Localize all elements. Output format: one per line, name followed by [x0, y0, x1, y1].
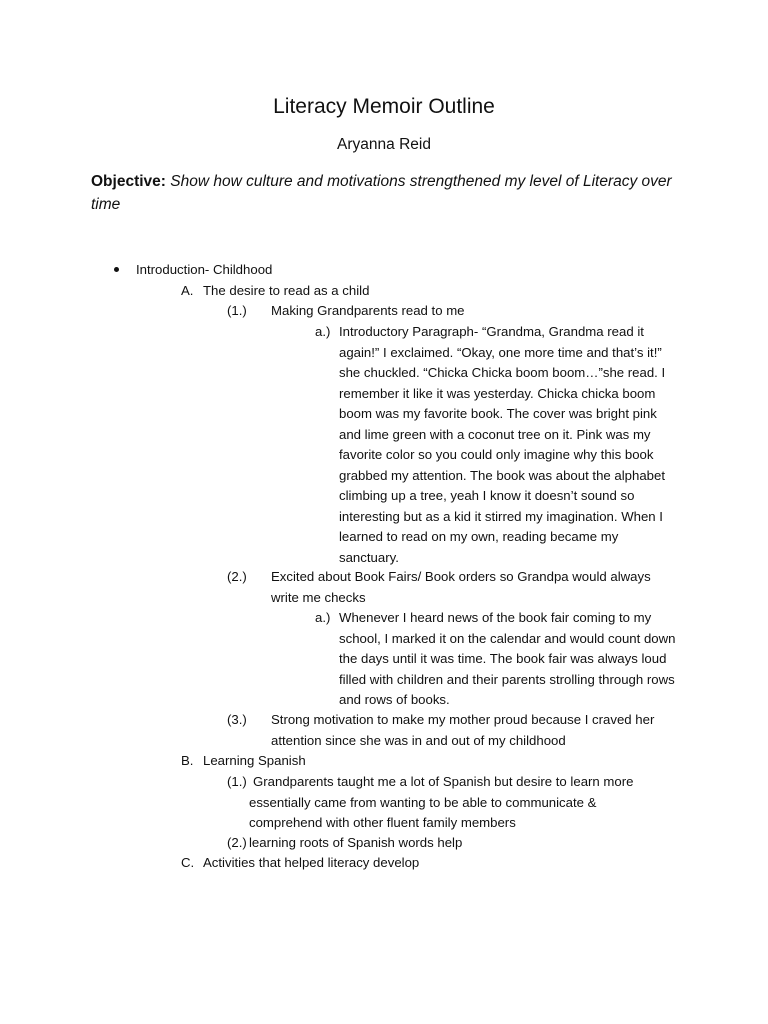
introductory-paragraph: Introductory Paragraph- “Grandma, Grandma read it again!” I exclaimed. “Okay, one more time and that’s it!” she chuckled. “Chicka Chicka boom boom…”she read. I remember it like it was yesterday. Chicka chicka boom boom was my favorite book. The cover was bright pink and lime green with a coconut tree on it. Pink was my favorite color so you could only imagine why this book grabbed my attention. The book was about the alphabet climbing up a tree, yeah I know it doesn’t sound so interesting but as a kid it stirred my imagination. When I learned to read on my own, reading became my sanctuary.	[339, 324, 666, 565]
bullet-icon	[114, 267, 119, 272]
outline-marker-c: C.	[181, 855, 195, 870]
book-fair-paragraph: Whenever I heard news of the book fair coming to my school, I marked it on the calendar and would count down the days until it was time. The book fair was always loud filled with children and their parents strolling through rows and rows of books.	[339, 610, 676, 707]
author-name: Aryanna Reid	[337, 136, 431, 153]
outline-marker-a1: (1.)	[227, 303, 247, 318]
outline-marker-b: B.	[181, 753, 194, 768]
objective-text: Show how culture and motivations strengthened my level of Literacy over time	[91, 173, 672, 213]
outline-item-b: Learning Spanish	[203, 753, 306, 768]
objective-label: Objective:	[91, 173, 166, 190]
outline-marker-a2: (2.)	[227, 569, 247, 584]
outline-item-c: Activities that helped literacy develop	[203, 855, 420, 870]
outline-marker-b2: (2.)	[227, 835, 247, 850]
outline-marker-a: A.	[181, 283, 194, 298]
objective-statement	[91, 170, 691, 216]
outline-item-a1: Making Grandparents read to me	[271, 303, 465, 318]
document-title: Literacy Memoir Outline	[273, 95, 495, 118]
outline-item-b1: Grandparents taught me a lot of Spanish but desire to learn more essentially came from wanting to be able to communicate & comprehend with other fluent family members	[249, 774, 634, 830]
outline-marker-b1: (1.)	[227, 774, 247, 789]
outline-item-a: The desire to read as a child	[203, 283, 370, 298]
outline-marker-a1a: a.)	[315, 324, 331, 339]
outline-item-a2: Excited about Book Fairs/ Book orders so Grandpa would always write me checks	[271, 569, 651, 605]
outline-item-a3: Strong motivation to make my mother proud because I craved her attention since she was in and out of my childhood	[271, 712, 655, 748]
outline-item-b2: learning roots of Spanish words help	[249, 835, 463, 850]
outline-marker-a3: (3.)	[227, 712, 247, 727]
outline-marker-a2a: a.)	[315, 610, 331, 625]
outline-intro: Introduction- Childhood	[136, 262, 273, 277]
